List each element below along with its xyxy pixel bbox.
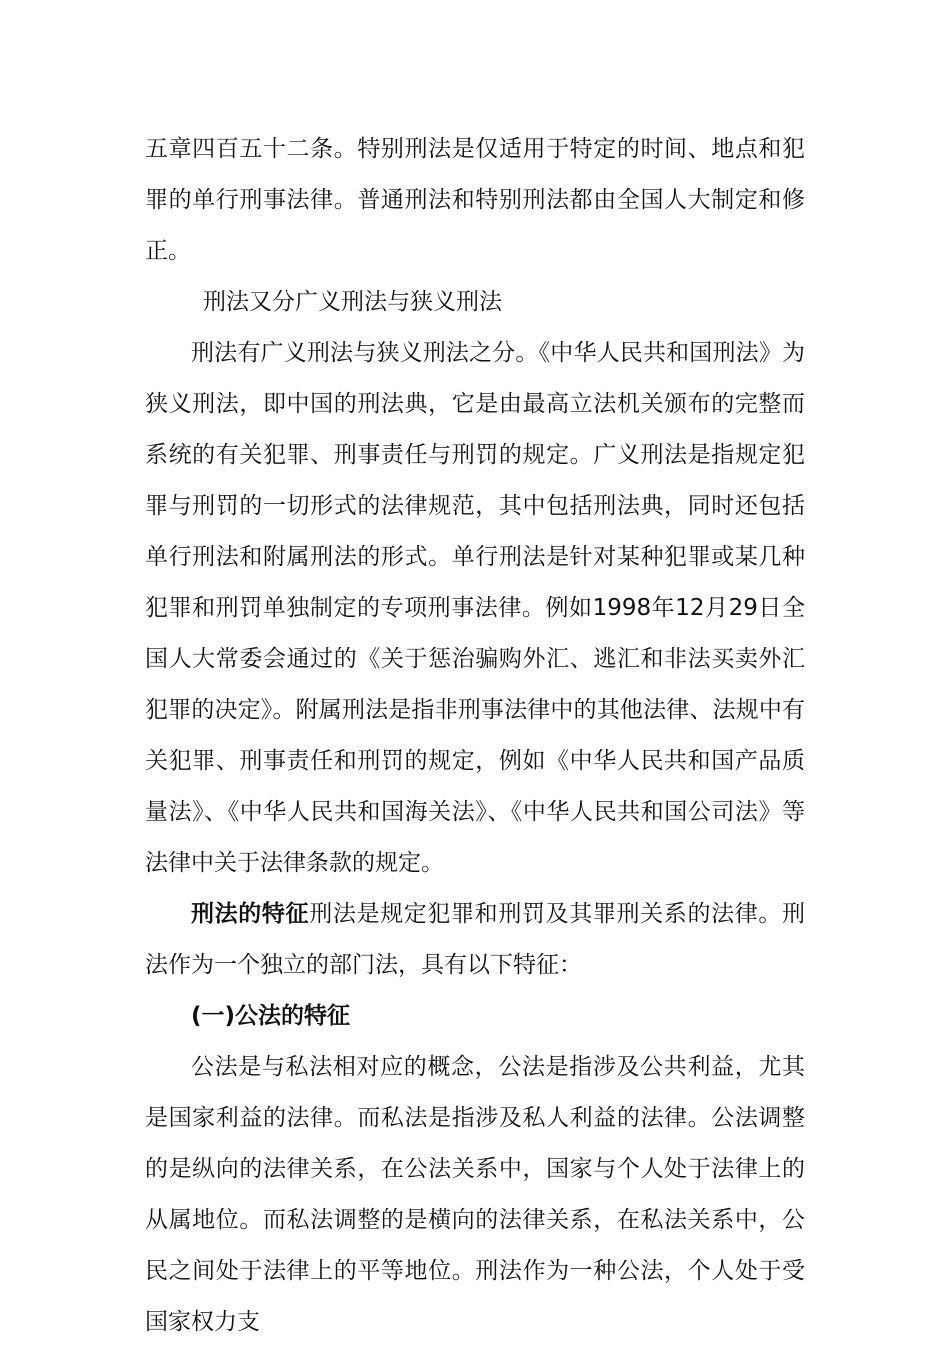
subheading-public-law: (一)公法的特征 xyxy=(191,1003,351,1029)
paragraph-public-law: 公法是与私法相对应的概念，公法是指涉及公共利益，尤其是国家利益的法律。而私法是指涉及私人利益的法律。公法调整的是纵向的法律关系，在公法关系中，国家与个人处于法律上的从属地位。而私法调整的是横向的法律关系，在私法关系中，公民之间处于法律上的平等地位。刑法作为一种公法，个人处于受国家权力支 xyxy=(145,1054,805,1335)
characteristics-heading: 刑法的特征 xyxy=(191,901,310,927)
paragraph-characteristics xyxy=(145,889,805,991)
characteristics-text: 刑法是规定犯罪和刑罚及其罪刑关系的法律。刑法作为一个独立的部门法，具有以下特征： xyxy=(145,901,806,978)
paragraph-broad-narrow: 刑法有广义刑法与狭义刑法之分。《中华人民共和国刑法》为狭义刑法，即中国的刑法典，它是由最高立法机关颁布的完整而系统的有关犯罪、刑事责任与刑罚的规定。广义刑法是指规定犯罪与刑罚的一切形式的法律规范，其中包括刑法典，同时还包括单行刑法和附属刑法的形式。单行刑法是针对某种犯罪或某几种犯罪和刑罚单独制定的专项刑事法律。例如1998年12月29日全国人大常委会通过的《关于惩治骗购外汇、逃汇和非法买卖外汇犯罪的决定》。附属刑法是指非刑事法律中的其他法律、法规中有关犯罪、刑事责任和刑罚的规定，例如《中华人民共和国产品质量法》、《中华人民共和国海关法》、《中华人民共和国公司法》等法律中关于法律条款的规定。 xyxy=(145,340,805,876)
document-page xyxy=(145,124,805,1348)
section-heading-broad-narrow: 刑法又分广义刑法与狭义刑法 xyxy=(203,289,502,315)
paragraph-continuation: 五章四百五十二条。特别刑法是仅适用于特定的时间、地点和犯罪的单行刑事法律。普通刑法和特别刑法都由全国人大制定和修正。 xyxy=(145,136,805,264)
